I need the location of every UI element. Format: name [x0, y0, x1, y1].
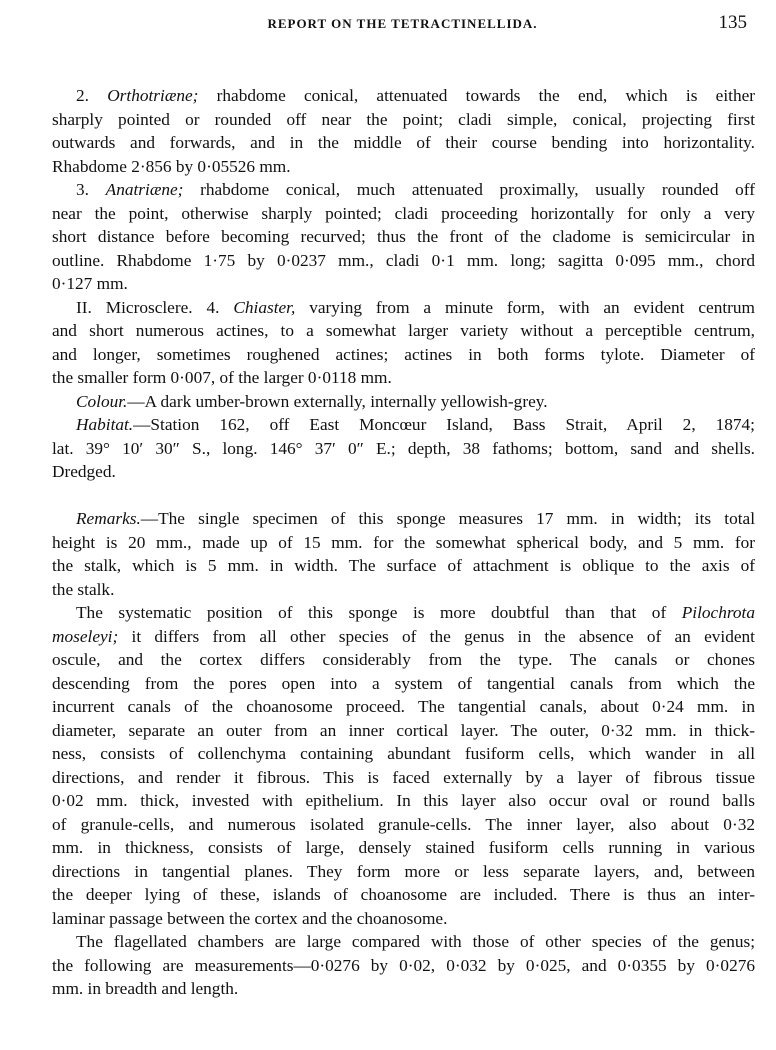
page-number: 135 [718, 12, 747, 33]
text-segment: The flagellated chambers are large compared with those of other species of the genus; [76, 932, 755, 951]
text-segment: —Station 162, off East Moncœur Island, Bass Strait, April 2, 1874; [133, 415, 755, 434]
text-line [52, 202, 755, 226]
text-segment: —The single specimen of this sponge measures 17 mm. in width; its total [140, 509, 755, 528]
paragraph [52, 507, 755, 601]
italic-text: Orthotriæne; [107, 86, 199, 105]
paragraph [52, 390, 755, 414]
italic-text: Remarks. [76, 509, 141, 528]
text-line [52, 789, 755, 813]
paragraph [52, 84, 755, 178]
paragraph-gap [52, 484, 755, 508]
text-segment: II. Microsclere. 4. [76, 297, 234, 317]
text-line [52, 531, 755, 555]
text-line [52, 108, 755, 132]
text-segment: outline. Rhabdome 1·75 by 0·0237 mm., cladi 0·1 mm. long; sagitta 0·095 mm., chord [52, 250, 755, 270]
text-line [52, 178, 755, 202]
text-line [52, 437, 755, 461]
text-line [52, 249, 755, 273]
text-segment: 2. [76, 86, 108, 105]
paragraph [52, 601, 755, 930]
text-segment: near the point, otherwise sharply pointed; cladi proceeding horizontally for only a very [52, 203, 755, 223]
text-line [52, 648, 755, 672]
text-segment: oscule, and the cortex differs considerably from the type. The canals or chones [52, 650, 755, 669]
text-line [52, 460, 755, 484]
text-line [52, 578, 755, 602]
text-line [52, 272, 755, 296]
paragraph [52, 930, 755, 1001]
text-segment: of granule-cells, and numerous isolated granule-cells. The inner layer, also about 0·32 [52, 814, 755, 834]
text-segment: —A dark umber-brown externally, internally yellowish-grey. [127, 391, 548, 411]
text-segment: 3. [76, 180, 106, 199]
italic-text: Pilochrota [681, 603, 755, 622]
text-line [52, 625, 755, 649]
text-line [52, 131, 755, 155]
text-line [52, 155, 755, 179]
text-segment: mm. in thickness, consists of large, densely stained fusiform cells running in various [52, 838, 755, 857]
text-line [52, 766, 755, 790]
text-line [52, 813, 755, 837]
text-segment: height is 20 mm., made up of 15 mm. for the somewhat spherical body, and 5 mm. for [52, 532, 755, 552]
text-segment: descending from the pores open into a system of tangential canals from which the [52, 673, 755, 693]
text-segment: Dredged. [52, 462, 116, 481]
text-segment: the deeper lying of these, islands of choanosome are included. There is thus an inter- [52, 885, 755, 904]
text-line [52, 84, 755, 108]
text-segment: The systematic position of this sponge is more doubtful than that of [76, 603, 682, 622]
text-segment: mm. in breadth and length. [52, 979, 239, 998]
text-segment: ness, consists of collenchyma containing abundant fusiform cells, which wander in all [52, 744, 755, 763]
text-line [52, 836, 755, 860]
text-segment: diameter, separate an outer from an inner cortical layer. The outer, 0·32 mm. in thick- [52, 720, 755, 740]
text-segment: and short numerous actines, to a somewhat larger variety without a perceptible centrum, [52, 321, 755, 340]
text-line [52, 554, 755, 578]
text-segment: the stalk. [52, 579, 115, 599]
text-segment: the following are measurements—0·0276 by 0·02, 0·032 by 0·025, and 0·0355 by 0·0276 [52, 955, 755, 975]
text-segment: Rhabdome 2·856 by 0·05526 mm. [52, 156, 291, 176]
text-segment: the smaller form 0·007, of the larger 0·0118 mm. [52, 368, 392, 387]
text-line [52, 225, 755, 249]
text-line [52, 672, 755, 696]
text-segment: 0·02 mm. thick, invested with epithelium. In this layer also occur oval or round balls [52, 791, 755, 810]
text-segment: varying from a minute form, with an evident centrum [295, 297, 755, 317]
paragraph [52, 413, 755, 484]
text-segment: directions, and render it fibrous. This is faced externally by a layer of fibrous tissue [52, 767, 755, 787]
text-segment: 0·127 mm. [52, 274, 128, 293]
text-segment: lat. 39° 10′ 30″ S., long. 146° 37′ 0″ E.; depth, 38 fathoms; bottom, sand and shells. [52, 438, 755, 458]
italic-text: Anatriæne; [105, 180, 184, 199]
text-segment: sharply pointed or rounded off near the point; cladi simple, conical, projecting first [52, 109, 755, 129]
text-line [52, 413, 755, 437]
paragraph [52, 178, 755, 296]
text-line [52, 907, 755, 931]
italic-text: Habitat. [76, 415, 134, 434]
text-segment: directions in tangential planes. They form more or less separate layers, and, between [52, 861, 755, 881]
text-line [52, 695, 755, 719]
text-segment: short distance before becoming recurved; thus the front of the cladome is semicircular in [52, 227, 755, 246]
text-line [52, 601, 755, 625]
paragraph [52, 296, 755, 390]
text-segment: it differs from all other species of the genus in the absence of an evident [118, 626, 755, 646]
text-line [52, 930, 755, 954]
text-segment: incurrent canals of the choanosome proceed. The tangential canals, about 0·24 mm. in [52, 697, 755, 716]
text-segment: outwards and forwards, and in the middle of their course bending into horizontality. [52, 133, 755, 152]
text-line [52, 319, 755, 343]
italic-text: Colour. [76, 391, 128, 411]
text-line [52, 507, 755, 531]
text-line [52, 883, 755, 907]
text-segment: the stalk, which is 5 mm. in width. The surface of attachment is oblique to the axis of [52, 556, 755, 575]
italic-text: moseleyi; [52, 626, 119, 646]
text-line [52, 366, 755, 390]
text-segment: laminar passage between the cortex and the choanosome. [52, 908, 448, 928]
page-body [52, 84, 755, 1001]
text-segment: rhabdome conical, attenuated towards the end, which is either [198, 86, 756, 105]
text-line [52, 977, 755, 1001]
text-line [52, 742, 755, 766]
text-segment: and longer, sometimes roughened actines; actines in both forms tylote. Diameter of [52, 344, 755, 364]
text-line [52, 343, 755, 367]
running-title: REPORT ON THE TETRACTINELLIDA. [267, 16, 538, 31]
page-header [50, 12, 755, 34]
text-line [52, 296, 755, 320]
text-line [52, 719, 755, 743]
text-segment: rhabdome conical, much attenuated proximally, usually rounded off [183, 180, 756, 199]
text-line [52, 390, 755, 414]
text-line [52, 860, 755, 884]
italic-text: Chiaster, [233, 297, 296, 317]
text-line [52, 954, 755, 978]
